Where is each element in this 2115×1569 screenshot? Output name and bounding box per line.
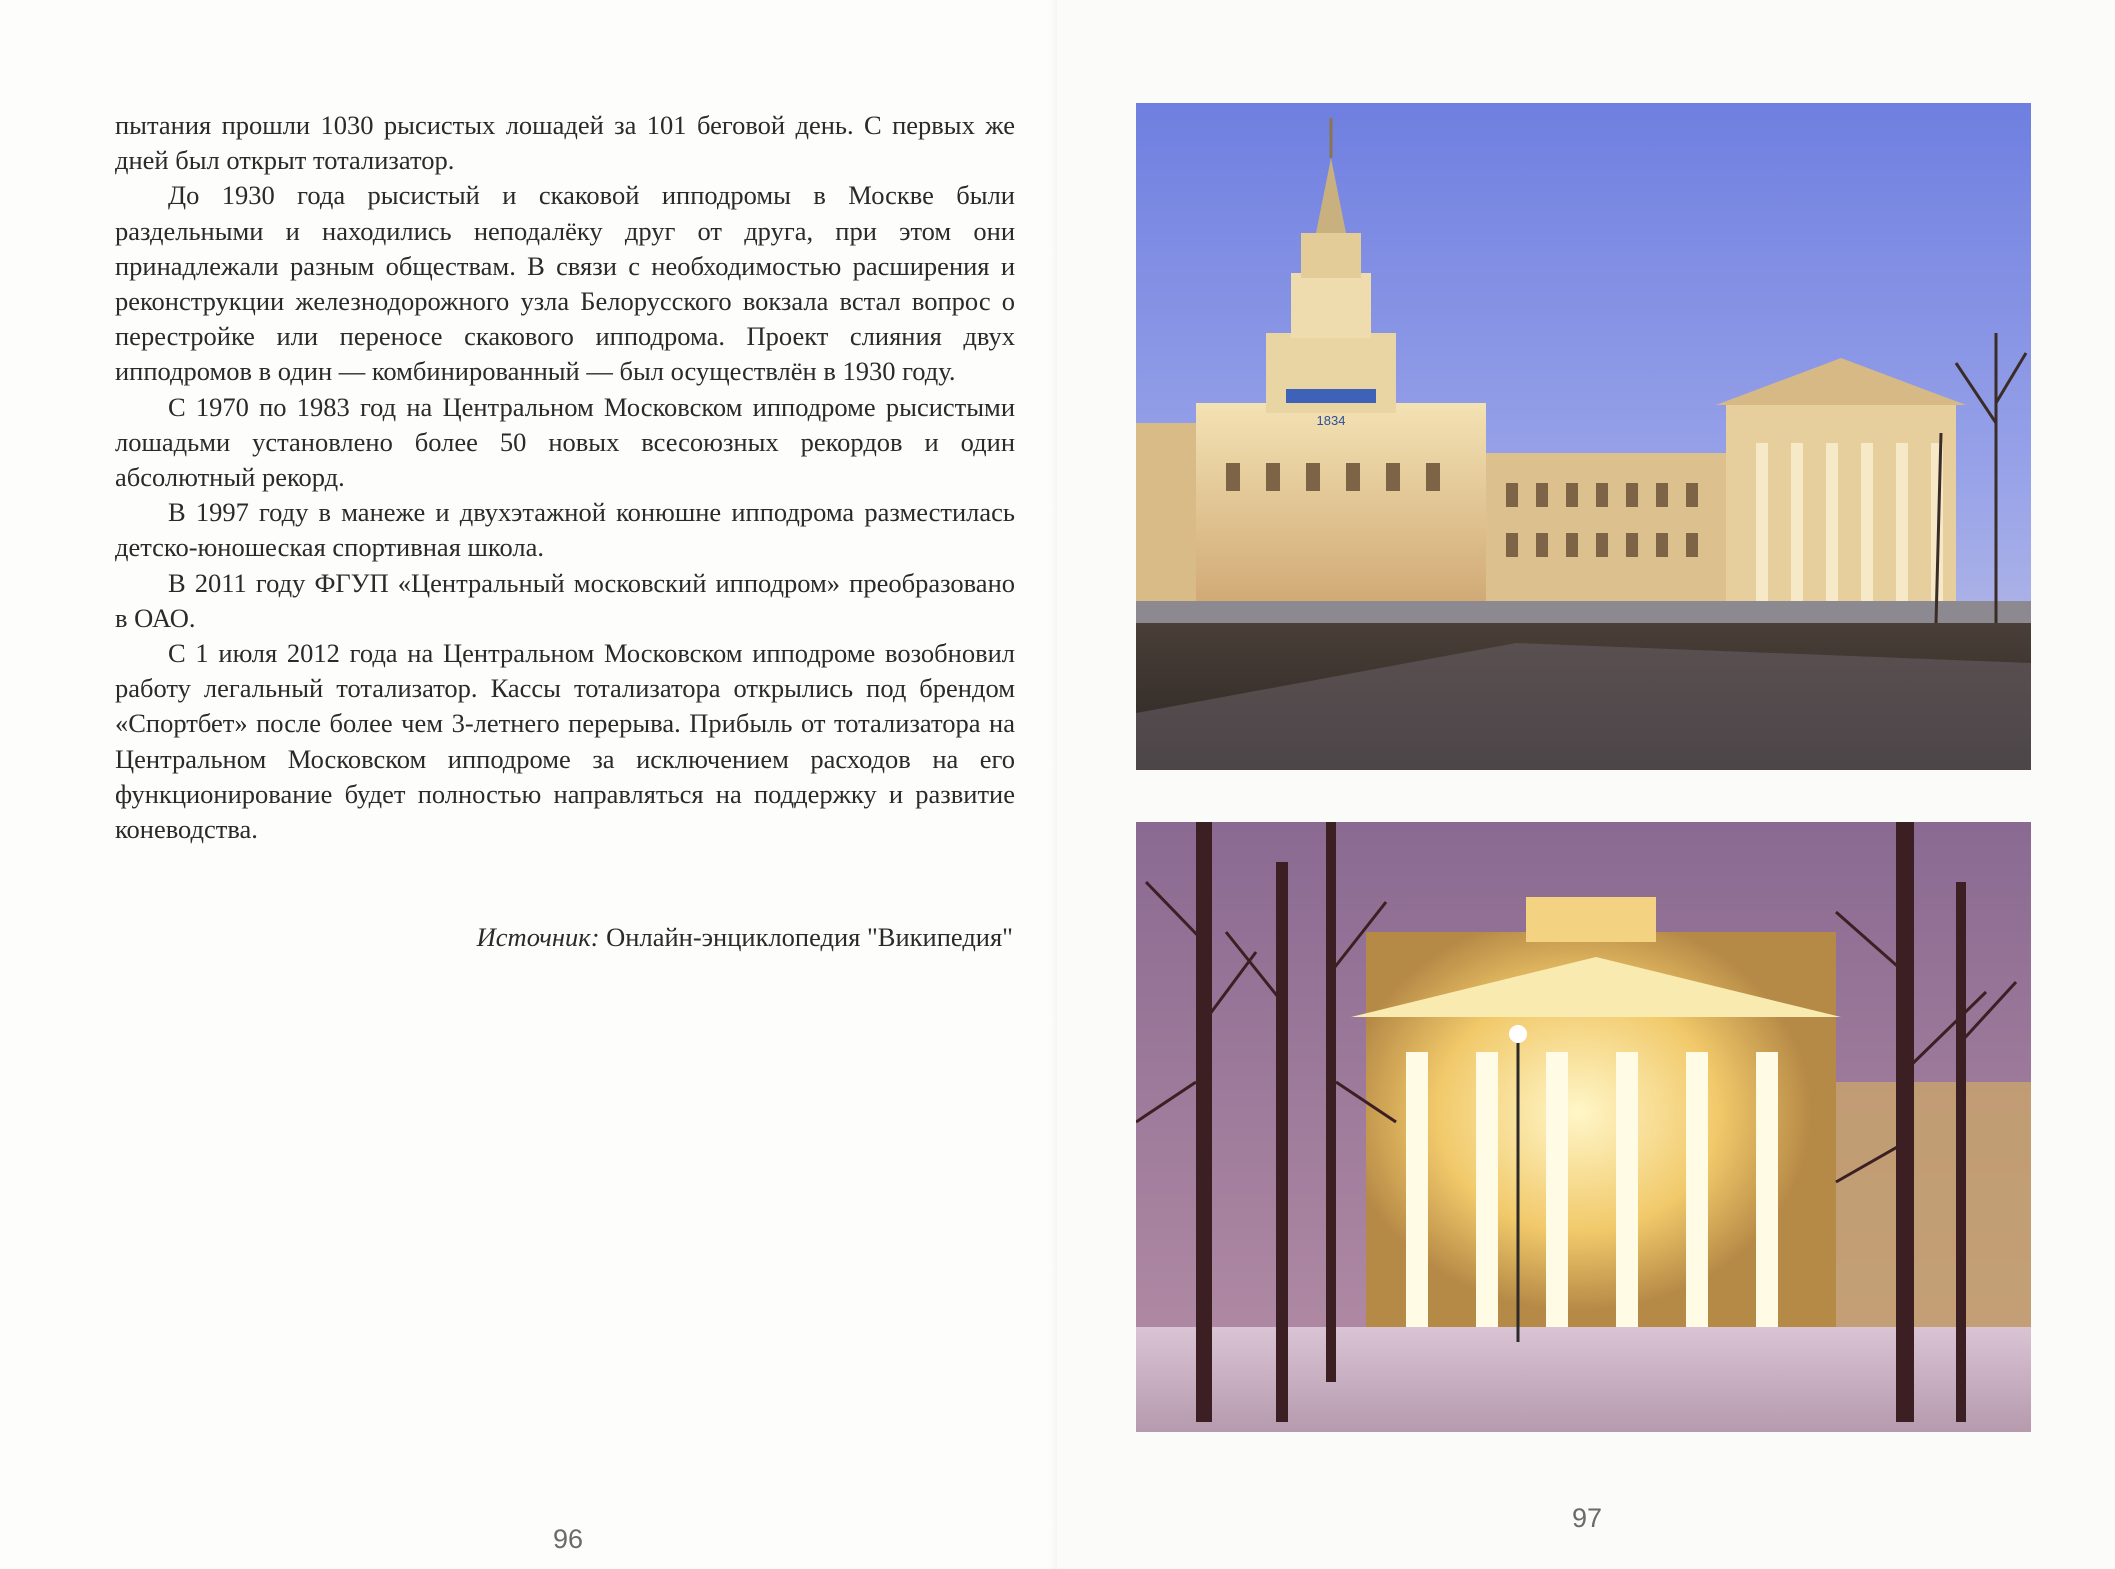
- paragraph: До 1930 года рысистый и скаковой ипподромы в Москве были раздельными и находились неподалёку друг от друга, при этом они принадлежали разным обществам. В связи с необходимостью расширения и реконструкции железнодорожного узла Белорусского вокзала встал вопрос о перестройке или переносе скакового ипподрома. Проект слияния двух ипподромов в один — комбинированный — был осуществлён в 1930 году.: [115, 180, 1015, 387]
- page-number-left: 96: [553, 1524, 584, 1554]
- source-text: Онлайн-энциклопедия "Википедия": [599, 922, 1013, 952]
- photo-hippodrome-night: [1136, 822, 2031, 1432]
- source-citation: [115, 920, 1013, 955]
- article-text: [115, 108, 1015, 847]
- paragraph: С 1970 по 1983 год на Центральном Московском ипподроме рысистыми лошадьми установлено более 50 новых всесоюзных рекордов и один абсолютный рекорд.: [115, 391, 1015, 493]
- hippodrome-night-illustration: [1136, 822, 2031, 1432]
- source-label: Источник:: [476, 922, 600, 952]
- page-number-right: 97: [1572, 1503, 1603, 1533]
- photo-hippodrome-day: [1136, 103, 2031, 770]
- paragraph: С 1 июля 2012 года на Центральном Московском ипподроме возобновил работу легальный тотализатор. Кассы тотализатора открылись под брендом «Спортбет» после более чем 3-летнего перерыва. Прибыль от тотализатора на Центральном Московском ипподроме за исключением расходов на его функционирование будет полностью направляться на поддержку и развитие коневодства.: [115, 638, 1015, 845]
- left-page: [0, 0, 1057, 1569]
- paragraph: пытания прошли 1030 рысистых лошадей за 101 беговой день. С первых же дней был открыт тотализатор.: [115, 110, 1015, 176]
- hippodrome-day-illustration: [1136, 103, 2031, 770]
- building-date-sign: 1834: [1316, 413, 1346, 428]
- paragraph: В 2011 году ФГУП «Центральный московский ипподром» преобразовано в ОАО.: [115, 567, 1015, 633]
- paragraph: В 1997 году в манеже и двухэтажной конюшне ипподрома разместилась детско-юношеская спортивная школа.: [115, 497, 1015, 563]
